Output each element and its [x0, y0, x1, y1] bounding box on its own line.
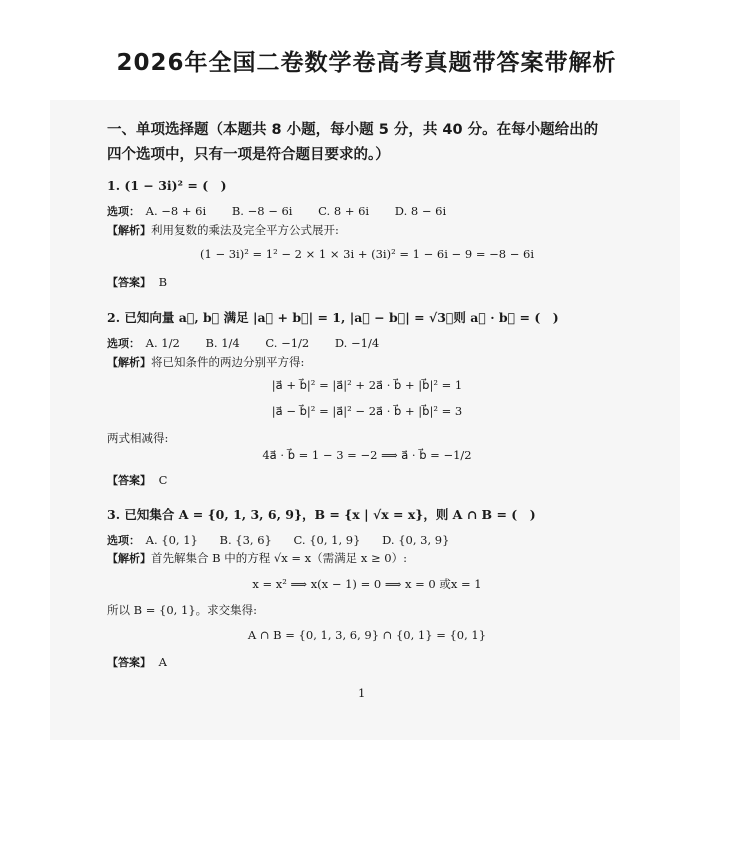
- q1-equation: (1 − 3i)² = 1² − 2 × 1 × 3i + (3i)² = 1 − 6i − 9 = −8 − 6i: [199, 247, 535, 261]
- q3-analysis-text: 首先解集合 B 中的方程 √x = x（需满足 x ≥ 0）:: [151, 551, 407, 565]
- section-heading-line1: 一、单项选择题（本题共 8 小题，每小题 5 分，共 40 分。在每小题给出的: [107, 122, 599, 138]
- q2-subtract-text: 两式相减得:: [107, 431, 169, 445]
- q2-analysis-text: 将已知条件的两边分别平方得:: [151, 355, 305, 369]
- document-title: 2026年全国二卷数学卷高考真题带答案带解析: [116, 50, 617, 76]
- q3-option-c: C. {0, 1, 9}: [293, 533, 361, 547]
- q3-analysis: [107, 550, 407, 566]
- analysis-label: 【解析】: [107, 552, 151, 565]
- q2-answer-value: C: [158, 473, 168, 487]
- options-label: 选项：: [107, 205, 140, 218]
- q1-option-b: B. −8 − 6i: [231, 204, 293, 218]
- answer-label: 【答案】: [107, 276, 151, 289]
- q1-option-d: D. 8 − 6i: [394, 204, 447, 218]
- q3-option-a: A. {0, 1}: [145, 533, 198, 547]
- section-heading-line2: 四个选项中，只有一项是符合题目要求的。）: [107, 147, 390, 163]
- q2-options: [107, 335, 379, 351]
- q3-option-b: B. {3, 6}: [219, 533, 272, 547]
- q2-stem: 2. 已知向量 a⃗, b⃗ 满足 |a⃗ + b⃗| = 1, |a⃗ − b⃗| = √3，则 a⃗ · b⃗ = ( ): [107, 310, 559, 325]
- q3-answer-value: A: [158, 655, 167, 669]
- q2-analysis: [107, 354, 304, 370]
- q3-options: [107, 532, 449, 548]
- q1-option-c: C. 8 + 6i: [318, 204, 370, 218]
- options-label: 选项：: [107, 337, 140, 350]
- q3-option-d: D. {0, 3, 9}: [382, 533, 450, 547]
- q1-answer: [107, 274, 167, 290]
- q3-equation-1: x = x² ⟹ x(x − 1) = 0 ⟹ x = 0 或x = 1: [252, 577, 482, 591]
- q3-so-text: 所以 B = {0, 1}。求交集得:: [107, 603, 258, 617]
- q2-equation-1: |a⃗ + b⃗|² = |a⃗|² + 2a⃗ · b⃗ + |b⃗|² = 1: [271, 378, 463, 392]
- answer-label: 【答案】: [107, 474, 151, 487]
- q3-equation-2: A ∩ B = {0, 1, 3, 6, 9} ∩ {0, 1} = {0, 1}: [247, 628, 487, 642]
- q2-equation-3: 4a⃗ · b⃗ = 1 − 3 = −2 ⟹ a⃗ · b⃗ = −1/2: [262, 448, 472, 462]
- page-sheet: [50, 100, 680, 740]
- analysis-label: 【解析】: [107, 224, 151, 237]
- q1-analysis-text: 利用复数的乘法及完全平方公式展开:: [151, 223, 339, 237]
- q1-option-a: A. −8 + 6i: [145, 204, 207, 218]
- q1-answer-value: B: [158, 275, 168, 289]
- analysis-label: 【解析】: [107, 356, 151, 369]
- page-number: 1: [358, 686, 366, 700]
- q3-answer: [107, 654, 167, 670]
- q1-analysis: [107, 222, 339, 238]
- options-label: 选项：: [107, 534, 140, 547]
- q2-answer: [107, 472, 167, 488]
- answer-label: 【答案】: [107, 656, 151, 669]
- q1-options: [107, 203, 446, 219]
- q2-option-a: A. 1/2: [145, 336, 180, 350]
- q2-option-c: C. −1/2: [265, 336, 310, 350]
- q2-option-d: D. −1/4: [334, 336, 380, 350]
- q2-option-b: B. 1/4: [205, 336, 240, 350]
- q3-stem: 3. 已知集合 A = {0, 1, 3, 6, 9}，B = {x | √x = x}，则 A ∩ B = ( ): [107, 507, 536, 522]
- q2-equation-2: |a⃗ − b⃗|² = |a⃗|² − 2a⃗ · b⃗ + |b⃗|² = 3: [271, 404, 463, 418]
- q1-stem: 1. (1 − 3i)² = ( ): [107, 178, 227, 193]
